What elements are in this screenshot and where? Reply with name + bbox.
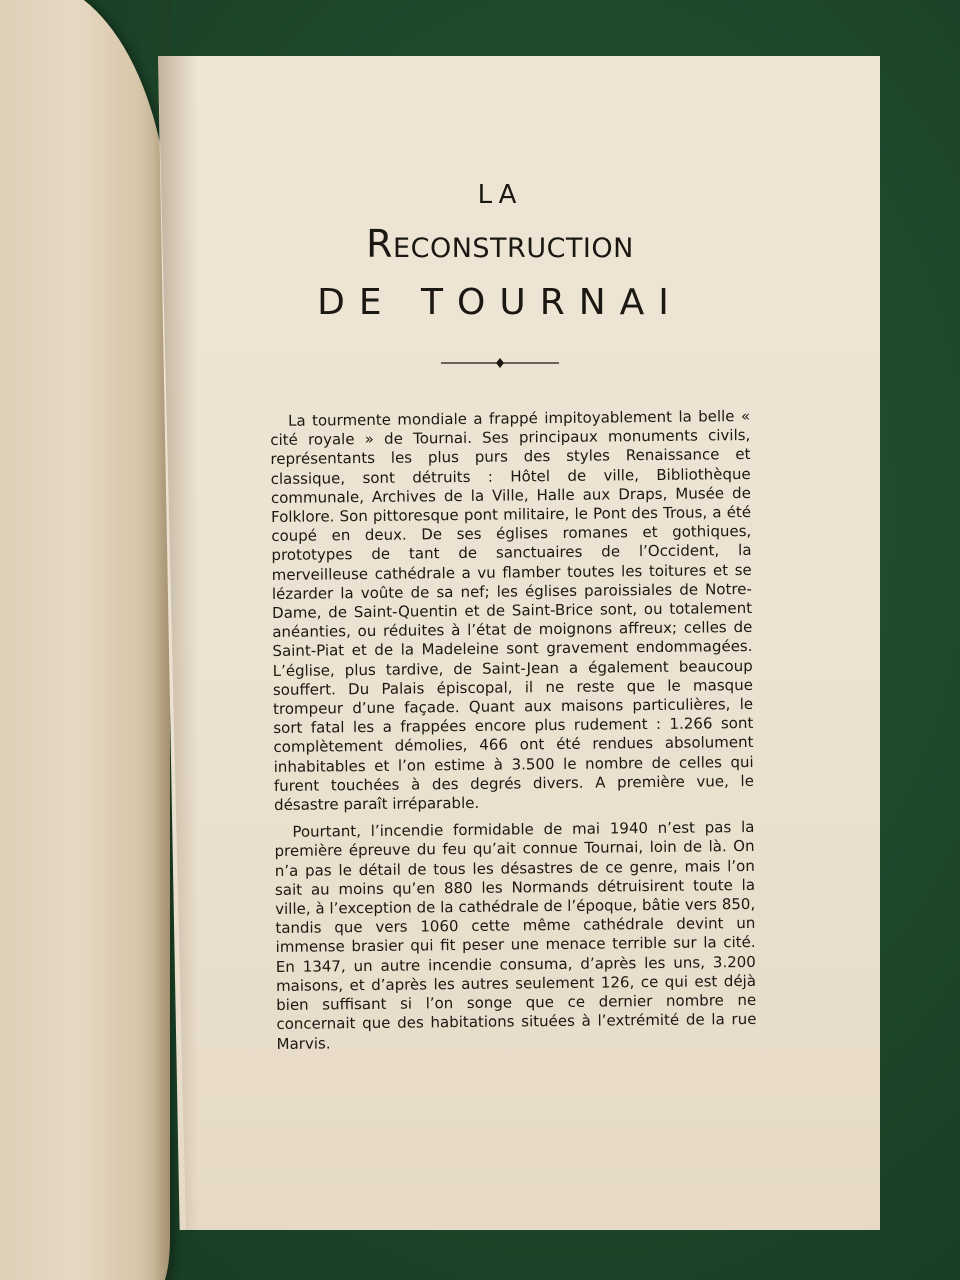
title-line-la: LA [477,180,523,210]
ornament-divider [441,355,559,371]
paragraph-1: La tourmente mondiale a frappé impitoyablement la belle « cité royale » de Tournai. Ses principaux monuments civils, représentants les plus purs des styles Renaissance et classique, sont détruits : Hôtel de ville, Bibliothèque communale, Archives de la Ville, Halle aux Draps, Musée de Folklore. Son pittoresque pont militaire, le Pont des Trous, a été coupé en deux. De ses églises romanes et gothiques, prototypes de tant de sanctuaires de l’Occident, la merveilleuse cathédrale a vu flamber toutes les toitures et se lézarder la voûte de sa nef; les églises paroissiales de Notre-Dame, de Saint-Quentin et de Saint-Brice sont, ou totalement anéanties, ou réduites à l’état de moignons affreux; celles de Saint-Piat et de la Madeleine sont gravement endommagées. L’église, plus tardive, de Saint-Jean a également beaucoup souffert. Du Palais épiscopal, il ne reste que le masque trompeur d’une façade. Quant aux maisons particulières, le sort fatal les a frappées encore plus rudement : 1.266 sont complètement démolies, 466 ont été rendues absolument inhabitables et l’on estime à 3.500 le nombre de celles qui furent touchées à des degrés divers. A première vue, le désastre paraît irréparable. [270,406,754,815]
article-body [270,407,757,1062]
left-page [0,0,170,1280]
title-line-reconstruction: Reconstruction [366,222,634,266]
paragraph-2: Pourtant, l’incendie formidable de mai 1940 n’est pas la première épreuve du feu qu’ait connue Tournai, loin de là. On n’a pas le détail de tous les désastres de ce genre, mais l’on sait au moins qu’en 880 les Normands détruisirent toute la ville, à l’exception de la cathédrale de l’époque, bâtie vers 850, tandis que vers 1060 cette même cathédrale devint un immense brasier qui fit peser une menace terrible sur la cité. En 1347, un autre incendie consuma, d’après les uns, 3.200 maisons, et d’après les autres seulement 126, ce qui est déjà bien suffisant si l’on songe que ce dernier nombre ne concernait que des habitations situées à l’extrémité de la rue Marvis. [274,818,757,1053]
title-line-de-tournai: DE TOURNAI [317,282,683,323]
